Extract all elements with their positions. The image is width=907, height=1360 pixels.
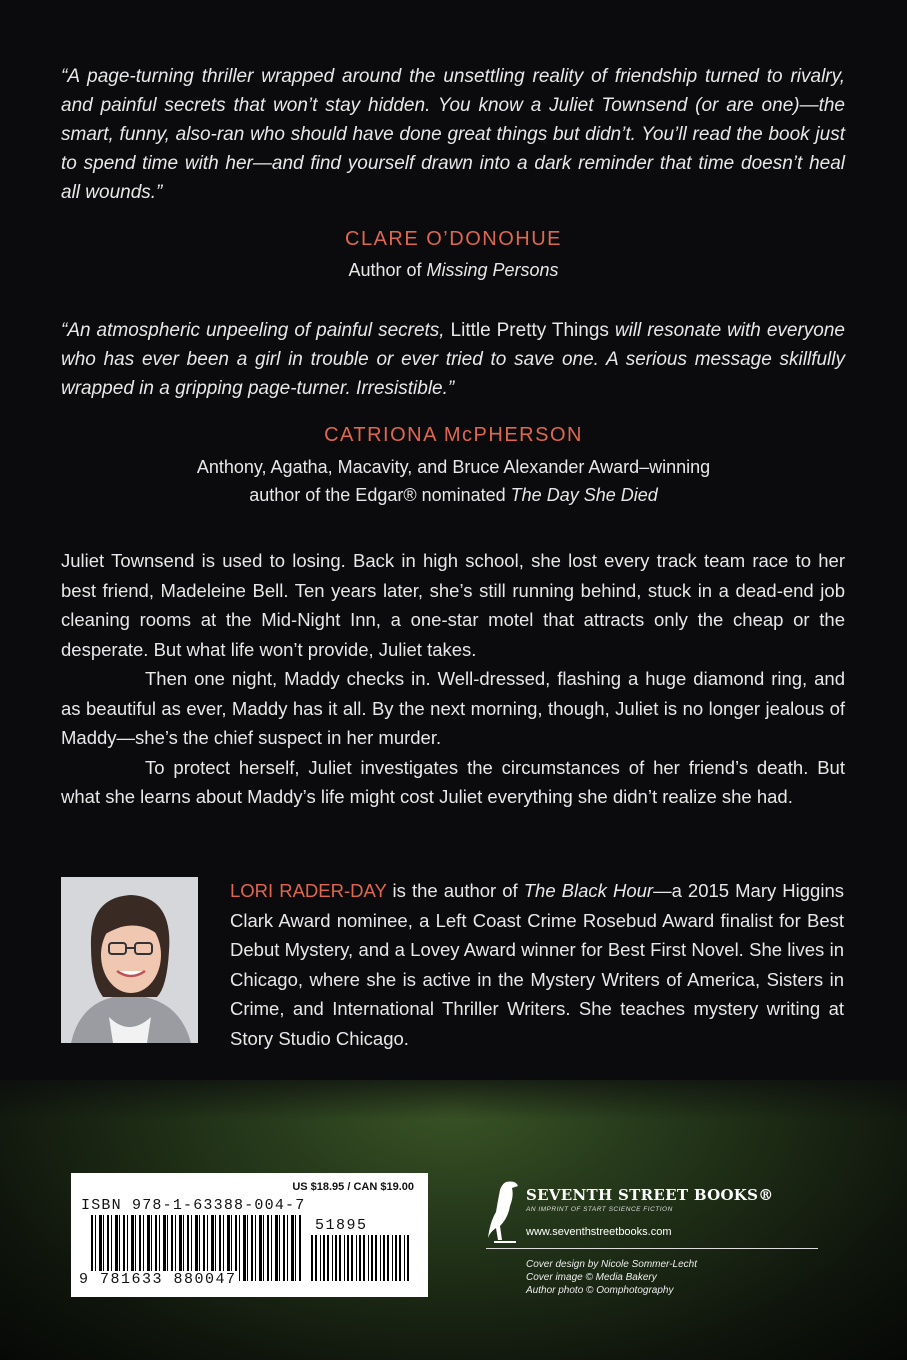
publisher-tagline: AN IMPRINT OF START SCIENCE FICTION [526,1206,673,1213]
author-bio [230,876,844,1053]
quote-2-text-a: “An atmospheric unpeeling of painful secrets, [61,320,451,341]
ean-number: 9 781633 880047 [79,1271,237,1288]
quote-1-credit-title: Missing Persons [426,260,559,280]
quote-2-author: CATRIONA McPHERSON [324,424,583,446]
bio-text-b: —a 2015 Mary Higgins Clark Award nominee, a Left Coast Crime Rosebud Award finalist for Best Debut Mystery, and a Lovey Award winner for Best First Novel. She lives in Chicago, where she is active in the Mystery Writers of America, Sisters in Crime, and International Thriller Writers. She teaches mystery writing at Story Studio Chicago. [230,880,844,1049]
author-photo [61,877,198,1043]
quote-2-credit-line2-title: The Day She Died [510,485,658,505]
supplement-code: 51895 [315,1217,368,1234]
price-label: US $18.95 / CAN $19.00 [292,1181,414,1193]
supplement-barcode [311,1235,411,1281]
bio-book-title: The Black Hour [523,880,654,901]
quote-2-text-b: will resonate with everyone who has ever been a girl in trouble or ever tried to save one. A serious message skillfully wrapped in a gripping page-turner. Irresistible.” [61,320,845,399]
quote-2-credit-line1: Anthony, Agatha, Macavity, and Bruce Alexander Award–winning [196,457,711,477]
author-photo-graphic [61,877,198,1043]
credit-author-photo: Author photo © Oomphotography [526,1285,674,1296]
quote-1-author: CLARE O’DONOHUE [345,228,562,250]
publisher-block [486,1172,826,1302]
quote-2-credit [0,453,907,509]
blurb-paragraph-2: Then one night, Maddy checks in. Well-dressed, flashing a huge diamond ring, and as beautiful as ever, Maddy has it all. By the next morning, though, Juliet is no longer jealous of Maddy—she’s the chief suspect in her murder. [61,668,845,748]
cover-credits [526,1258,697,1297]
quote-2-credit-line2 [0,481,907,509]
quote-2-book-title: Little Pretty Things [450,320,609,341]
publisher-name: SEVENTH STREET BOOKS® [526,1186,774,1204]
review-quote-1 [61,62,845,207]
quote-2-credit-line2-prefix: author of the Edgar® nominated [249,485,511,505]
bio-text-a: is the author of [386,880,524,901]
quote-1-credit-prefix: Author of [348,260,427,280]
isbn-label: ISBN 978-1-63388-004-7 [81,1197,306,1214]
credit-cover-design: Cover design by Nicole Sommer-Lecht [526,1259,698,1270]
author-name: LORI RADER-DAY [230,880,387,901]
quote-1-credit [0,256,907,284]
review-quote-2 [61,316,845,403]
blurb-paragraph-3: To protect herself, Juliet investigates the circumstances of her friend’s death. But what she learns about Maddy’s life might cost Juliet everything she didn’t realize she had. [61,756,845,807]
crow-logo-icon [486,1176,522,1246]
grass-fade [0,1060,907,1120]
quote-1-text: “A page-turning thriller wrapped around the unsettling reality of friendship turned to rivalry, and painful secrets that won’t stay hidden. You know a Juliet Townsend (or are one)—the smart, funny, also-ran who should have done great things but didn’t. You’ll read the book just to spend time with her—and find yourself drawn into a dark reminder that time doesn’t heal all wounds.” [61,66,845,203]
publisher-divider [486,1248,818,1249]
book-blurb [61,546,845,812]
credit-cover-image: Cover image © Media Bakery [526,1272,657,1283]
publisher-url[interactable]: www.seventhstreetbooks.com [526,1226,672,1238]
barcode-panel [71,1173,428,1297]
blurb-paragraph-1: Juliet Townsend is used to losing. Back in high school, she lost every track team race to her best friend, Madeleine Bell. Ten years later, she’s still running behind, stuck in a dead-end job cleaning rooms at the Mid-Night Inn, a one-star motel that attracts only the cheap or the desperate. But what life won’t provide, Juliet takes. [61,550,845,660]
